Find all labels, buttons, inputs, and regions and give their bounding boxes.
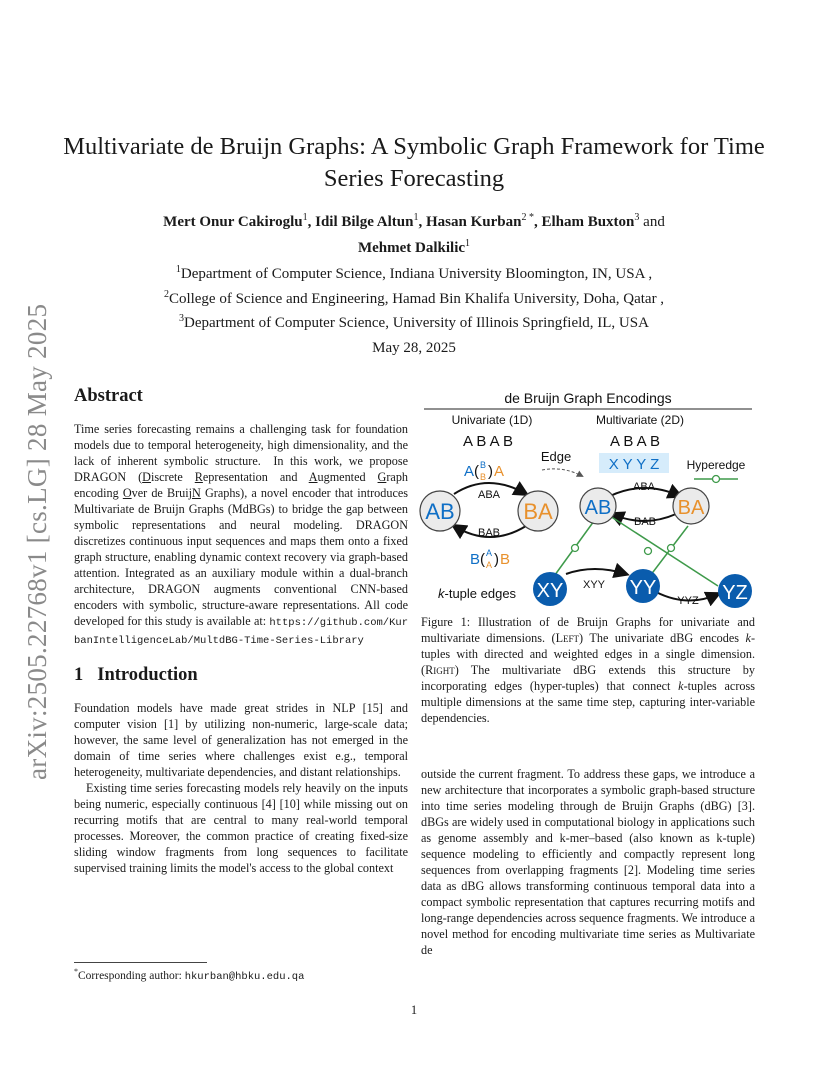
edge-legend-arrow [542,469,582,476]
paper-title: Multivariate de Bruijn Graphs: A Symbolic Graph Framework for Time Series Forecasting [63,133,765,192]
univariate-sequence: A B A B [462,433,514,450]
author-name: Idil Bilge Altun [315,214,414,230]
uni-aba-letter-top: B [480,460,487,470]
uni-aba-letter-bottom: B [480,472,487,482]
multi-node-yz-label: YZ [722,582,748,604]
multivariate-sequence-bottom: X Y Y Z [608,456,660,473]
uni-node-ab-label: AB [425,499,455,524]
multivariate-heading: Multivariate (2D) [595,413,685,427]
left-column [74,386,408,876]
hyperedge-node [645,548,652,555]
hyperedge-legend-label: Hyperedge [686,458,746,472]
multi-node-yy-label: YY [629,577,657,599]
affiliations [80,260,748,334]
uni-bab-letter: B [470,551,481,568]
uni-aba-bracket-left: ( [474,463,479,480]
uni-aba-bracket-right: ) [488,463,493,480]
univariate-heading: Univariate (1D) [451,413,533,427]
multi-edge-label-yyz: YYZ [677,595,699,607]
footnote: *Corresponding author: hkurban@hbku.edu.qa [74,967,305,983]
uni-aba-letter: A [464,463,475,480]
intro-paragraph: Foundation models have made great strides in NLP [15] and computer vision [1] by utilizing non-numeric, large-scale data; however, the same level of generalization has not emerged in the domain of time series where challenges exist e.g., temporal heterogeneity, multivariate dependencies, and distant relationships. [74,701,408,779]
author-name: Mehmet Dalkilic [357,240,466,256]
intro-paragraph-continued: outside the current fragment. To address these gaps, we introduce a new architecture that incorporates a symbolic graph-based structure into time series modeling through de Bruijn Graphs (dBG) [3]. dBGs are widely used in computational biology in applications such as genome assembly and k-mer–based (also known as k-tuple) sequence modeling to efficiently and compactly represent long sequences from overlapping fragments [2]. Modeling time series data as dBG allows transforming continuous temporal data into a compact symbolic representation that captures recurring motifs and long-range dependencies across sequence fragments. We introduce a novel method for encoding multivariate time series as Multivariate de [421,767,755,957]
uni-aba-letter: A [494,463,505,480]
affiliation-line: $^2$College of Science and Engineering, Hamad Bin Khalifa University, Doha, Qatar , [163,288,665,307]
publication-date: May 28, 2025 [372,340,456,356]
page-number: 1 [410,1003,418,1017]
multi-edge-label-aba: ABA [632,481,656,493]
multi-node-xy-label: XY [536,580,564,602]
uni-node-ba-label: BA [523,499,553,524]
arxiv-identifier: arXiv:2505.22768v1 [cs.LG] 28 May 2025 [22,303,52,780]
uni-bab-bracket-right: ) [494,551,499,568]
multi-edge-label-bab: BAB [633,516,657,528]
code-repository-link[interactable]: https://github.com/KurbanIntelligenceLab/MultdBG-Time-Series-Library [74,617,408,647]
author-name: Elham Buxton [541,214,635,230]
author-name: Hasan Kurban [426,214,522,230]
affiliation-line: $^3$Department of Computer Science, University of Illinois Springfield, IL, USA [179,313,649,331]
uni-bab-letter-top: A [486,548,493,558]
uni-bab-letter: B [500,551,511,568]
corresponding-email-link[interactable]: hkurban@hbku.edu.qa [184,970,305,983]
footnote-divider [74,962,207,963]
uni-bab-letter-bottom: A [486,560,493,570]
section-heading-introduction: 1 Introduction [74,665,198,685]
hyperedge-legend-node [713,476,720,483]
figure-title: de Bruijn Graph Encodings [504,390,672,406]
edge-legend-label: Edge [540,449,572,464]
intro-paragraph: Existing time series forecasting models rely heavily on the inputs being numeric, especially continuous [4] [10] while missing out on recurring motifs that are central to many real-world temporal processes. Moreover, the common practice of creating fixed-size sliding window fragments from long sequences to facilitate supervised training limits the model's access to the global context [74,781,408,875]
hyperedge-node [572,545,579,552]
abstract-body: Time series forecasting remains a challenging task for foundation models due to temporal heterogeneity, high dimensionality, and the lack of inherent symbolic structure. In this work, we propose DRAGON (Discrete Representation and Augmented Graph encoding Over de BruijN Graphs), a novel encoder that introduces Multivariate de Bruijn Graphs (MdBGs) to bridge the gap between symbolic representations and neural modeling. DRAGON discretizes continuous input sequences and maps them onto a fixed graph structure, enabling dynamic context recovery via graph-based attention. Integrated as an auxiliary module within a dual-branch architecture, DRAGON augments conventional CNN-based encoders with symbolic, structure-aware representations. All code developed for this study is available at: https://github.com/KurbanIntelligenceLab/MultdBG-Time-Series-Library [74,422,409,647]
multivariate-sequence-top: A B A B [609,433,661,450]
hyperedge-ab-yz [610,516,718,586]
multi-edge-xy-to-yy [566,569,626,574]
ktuple-edges-label: k-tuple edges [438,586,517,601]
hyperedge-node [668,545,675,552]
affiliation-line: $^1$Department of Computer Science, Indiana University Bloomington, IN, USA , [175,264,653,282]
uni-bab-bracket-left: ( [480,551,485,568]
figure-1-caption: Figure 1: Illustration of de Bruijn Graphs for univariate and multivariate dimensions. (Left) The univariate dBG encodes k-tuples with directed and weighted edges in a single dimension. (Right) The multivariate dBG extends this structure by incorporating edges (hyper-tuples) that connect k-tuples across multiple dimensions at the same time step, capturing inter-variable dependencies. [421,615,755,725]
multi-edge-label-xyy: XYY [582,579,606,591]
uni-edge-label-bab: BAB [477,527,501,539]
abstract-heading: Abstract [74,386,143,406]
figure-1-debruijn-diagram [418,386,758,608]
author-name: Mert Onur Cakiroglu [163,214,303,230]
multi-node-ab-label: AB [584,497,612,519]
multi-node-ba-label: BA [677,497,705,519]
author-list: Mert Onur Cakiroglu$^1$, Idil Bilge Altun$^1$, Hasan Kurban$^{2 *}$, Elham Buxton$^3$ and Mehmet Dalkilic$^1$ [163,212,665,256]
uni-edge-label-aba: ABA [477,489,501,501]
